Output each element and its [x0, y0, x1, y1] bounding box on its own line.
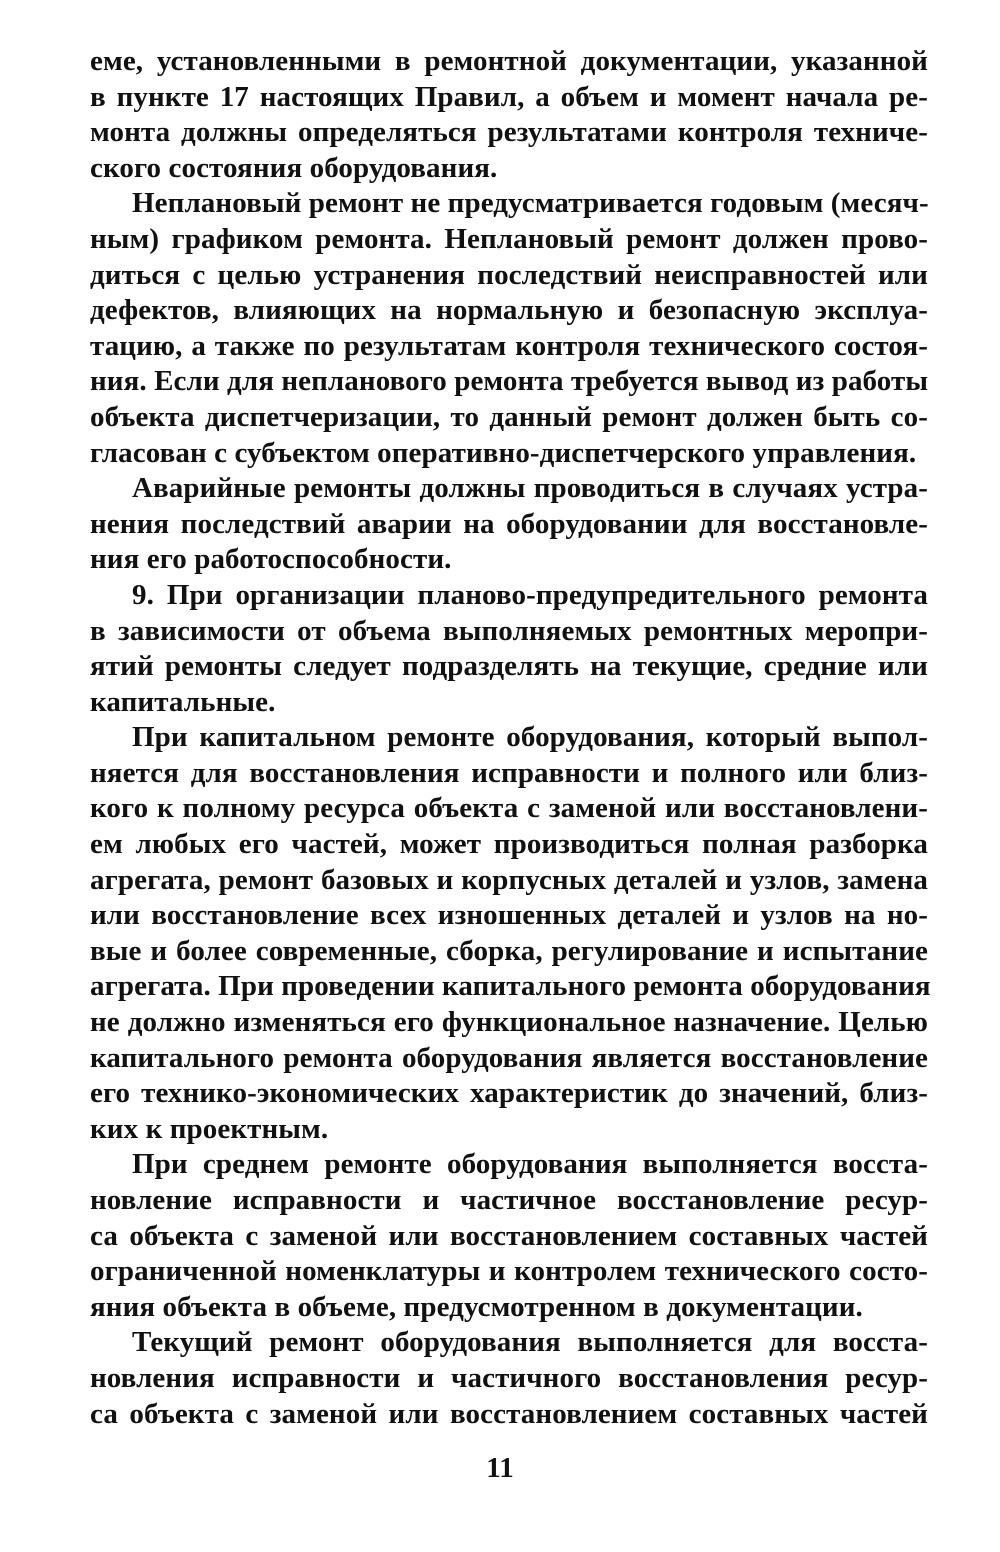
text-line: ких к проектным. [90, 1112, 329, 1145]
text-line: ем любых его частей, может производиться полная разборка [90, 828, 928, 861]
text-line: гласован с субъектом оперативно-диспетчерского управления. [90, 436, 917, 469]
text-line: в зависимости от объема выполняемых ремонтных меропри- [90, 614, 928, 647]
text-line: нения последствий аварии на оборудовании для восстановле- [90, 507, 928, 540]
text-line: При среднем ремонте оборудования выполняется восста- [132, 1148, 928, 1181]
paragraph-continuation [90, 44, 928, 186]
paragraph-emergency-repair [90, 471, 928, 578]
text-line: капитального ремонта оборудования является восстановление [90, 1041, 928, 1074]
text-line: Текущий ремонт оборудования выполняется для восста- [132, 1326, 928, 1359]
text-line: При капитальном ремонте оборудования, который выпол- [132, 721, 928, 754]
text-line: ятий ремонты следует подразделять на текущие, средние или [90, 650, 928, 683]
text-line: няется для восстановления исправности и полного или близ- [90, 756, 928, 789]
text-line: агрегата. При проведении капитального ремонта оборудования [90, 970, 931, 1003]
paragraph-current-repair [90, 1325, 928, 1432]
text-line: новление исправности и частичное восстановление ресур- [90, 1184, 928, 1216]
text-line: агрегата, ремонт базовых и корпусных деталей и узлов, замена [90, 863, 928, 896]
text-line: са объекта с заменой или восстановлением составных частей [90, 1219, 928, 1252]
text-line: 9. При организации планово-предупредительного ремонта [132, 578, 928, 611]
text-line: монта должны определяться результатами контроля техниче- [90, 116, 928, 149]
paragraph-unplanned-repair [90, 186, 928, 471]
text-line: диться с целью устранения последствий неисправностей или [90, 258, 928, 291]
page-number: 11 [486, 1452, 514, 1484]
text-line: Неплановый ремонт не предусматривается годовым (месяч- [132, 187, 929, 220]
text-line: тацию, а также по результатам контроля технического состоя- [90, 329, 928, 362]
text-line: са объекта с заменой или восстановлением составных частей [90, 1397, 928, 1430]
text-line: его технико-экономических характеристик до значений, близ- [90, 1077, 928, 1110]
text-line: ния его работоспособности. [90, 543, 452, 576]
text-line: капитальные. [90, 685, 276, 718]
text-line: яния объекта в объеме, предусмотренном в документации. [90, 1290, 863, 1323]
text-line: новления исправности и частичного восстановления ресур- [90, 1361, 928, 1394]
text-line: ным) графиком ремонта. Неплановый ремонт должен прово- [90, 222, 928, 255]
text-line: или восстановление всех изношенных деталей и узлов на но- [90, 899, 928, 932]
text-line: вые и более современные, сборка, регулирование и испытание [90, 934, 928, 967]
text-line: ограниченной номенклатуры и контролем технического состо- [90, 1255, 928, 1288]
paragraph-item-9 [90, 578, 928, 720]
text-line: объекта диспетчеризации, то данный ремонт должен быть со- [90, 400, 928, 433]
text-line: дефектов, влияющих на нормальную и безопасную эксплуа- [90, 294, 928, 327]
text-line: Аварийные ремонты должны проводиться в случаях устра- [132, 472, 928, 505]
body-text [90, 44, 931, 1432]
text-line: кого к полному ресурса объекта с заменой или восстановлени- [90, 792, 928, 825]
paragraph-medium-repair [90, 1147, 928, 1325]
text-line: ского состояния оборудования. [90, 151, 498, 184]
text-line: ния. Если для непланового ремонта требуется вывод из работы [90, 365, 929, 398]
text-line: в пункте 17 настоящих Правил, а объем и момент начала ре- [90, 80, 928, 113]
paragraph-capital-repair [90, 720, 931, 1147]
text-line: еме, установленными в ремонтной документации, указанной [90, 45, 928, 77]
text-line: не должно изменяться его функциональное назначение. Целью [90, 1006, 928, 1039]
